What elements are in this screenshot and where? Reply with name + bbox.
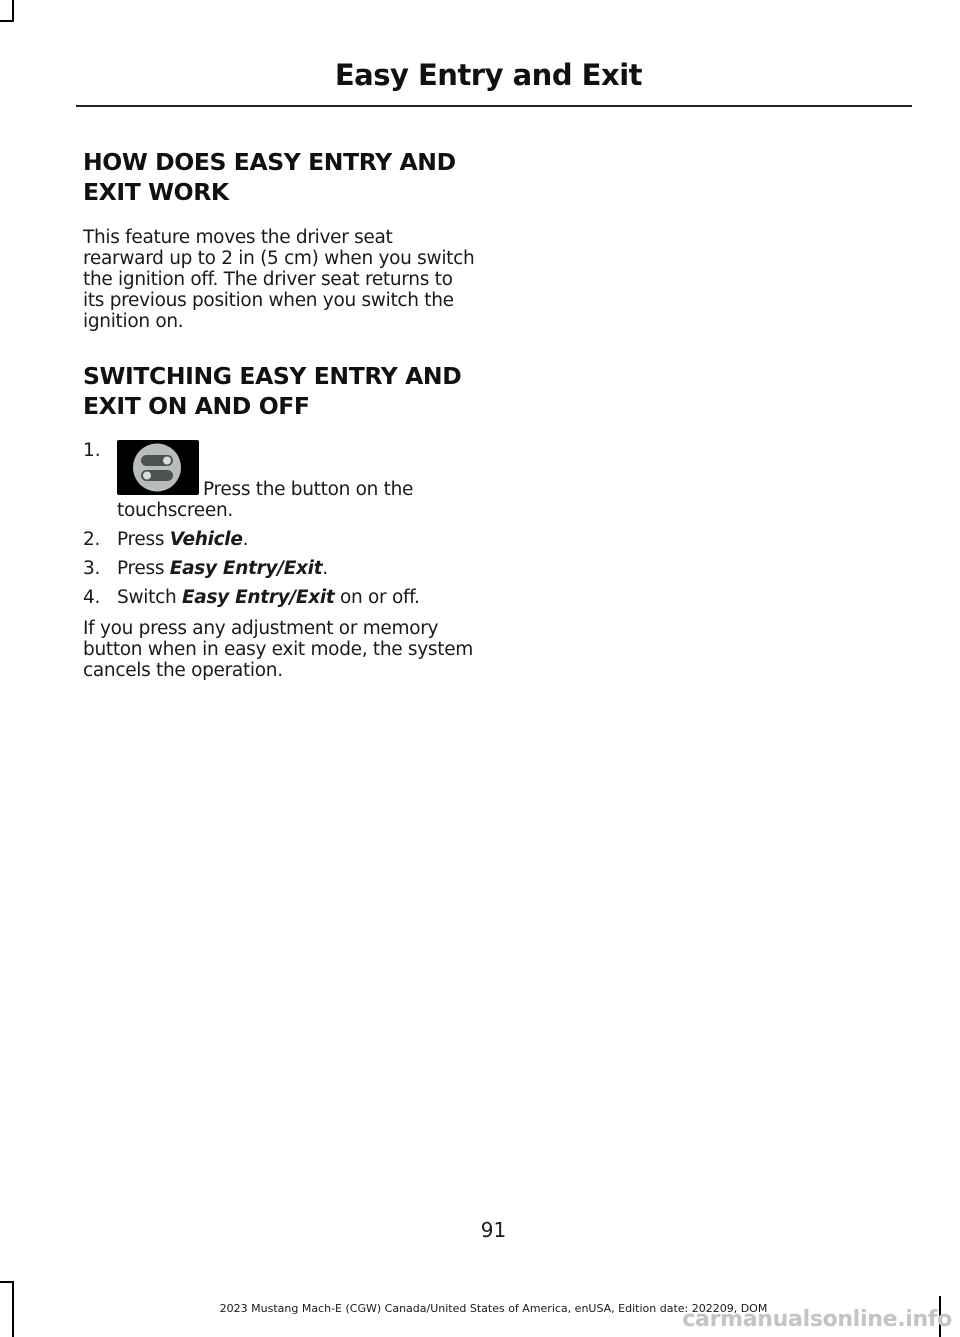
step-list: [83, 529, 478, 608]
step-number: 1.: [83, 440, 101, 461]
page-number: 91: [480, 1218, 507, 1242]
list-item: 4. Switch Easy Entry/Exit on or off.: [83, 587, 420, 608]
edition-line: 2023 Mustang Mach-E (CGW) Canada/United States of America, enUSA, Edition date: 202209, DOM: [219, 1302, 768, 1315]
list-item: 2. Press Vehicle.: [83, 529, 249, 550]
crop-mark: [12, 0, 14, 20]
list-item: 3. Press Easy Entry/Exit.: [83, 558, 328, 579]
section-how-it-works: [83, 147, 478, 207]
step-text: Press the button on the: [203, 479, 414, 500]
section-body: [83, 227, 478, 332]
watermark: carmanualsonline.info: [682, 1307, 952, 1332]
settings-toggle-icon: [117, 440, 199, 495]
header-divider: [76, 105, 912, 107]
section-heading: SWITCHING EASY ENTRY AND EXIT ON AND OFF: [83, 362, 462, 420]
note-paragraph: If you press any adjustment or memory button when in easy exit mode, the system cancels the operation.: [83, 618, 474, 681]
page-header-title: Easy Entry and Exit: [334, 58, 642, 92]
section-switching: [83, 361, 478, 421]
crop-mark: [0, 1281, 14, 1283]
body-paragraph: This feature moves the driver seat rearward up to 2 in (5 cm) when you switch the ignition off. The driver seat returns to its previous position when you switch the ignition on.: [83, 227, 475, 332]
step-text: touchscreen.: [117, 500, 233, 521]
section-heading: HOW DOES EASY ENTRY AND EXIT WORK: [83, 148, 456, 206]
crop-mark: [0, 20, 14, 22]
